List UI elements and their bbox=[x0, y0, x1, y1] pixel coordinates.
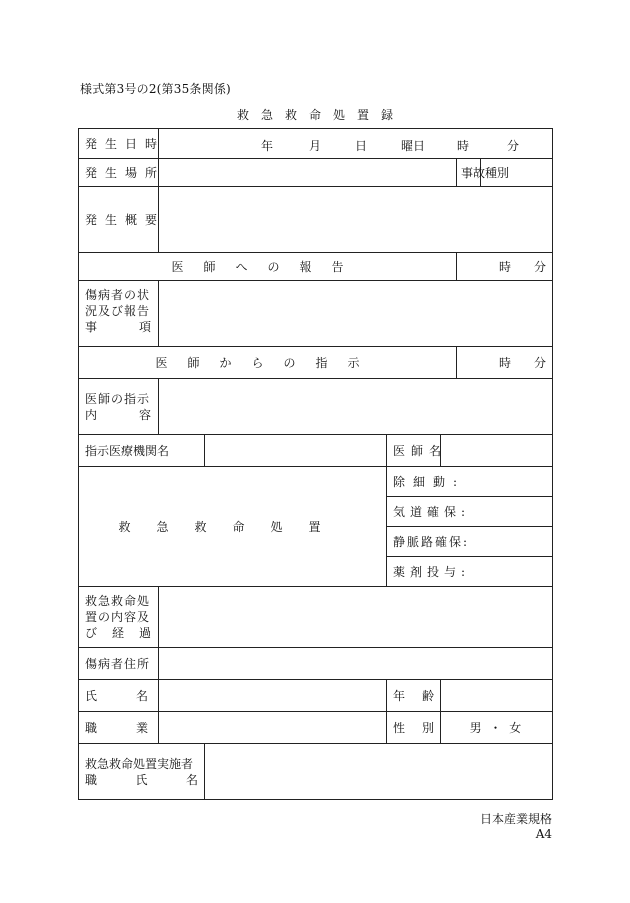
label-sex: 性 別 bbox=[387, 712, 441, 744]
field-treatment-details[interactable] bbox=[159, 587, 553, 648]
field-performer[interactable] bbox=[205, 744, 553, 800]
label-patient-address: 傷病者住所 bbox=[79, 648, 159, 680]
emergency-treatment-record-form bbox=[78, 128, 553, 800]
row-patient-status bbox=[79, 281, 553, 347]
row-report-to-doctor bbox=[79, 253, 553, 281]
row-patient-address bbox=[79, 648, 553, 680]
field-occupation[interactable] bbox=[159, 712, 387, 744]
label-occurrence-place: 発生場所 bbox=[79, 159, 159, 187]
field-occurrence-datetime[interactable] bbox=[159, 129, 553, 159]
label-airway: 気道確保: bbox=[393, 505, 471, 519]
field-drug-admin[interactable] bbox=[387, 557, 553, 587]
unit-day: 日 bbox=[355, 138, 368, 153]
instruction-content-line2: 内 容 bbox=[85, 407, 152, 422]
unit-instruction-hour: 時 bbox=[499, 356, 512, 370]
unit-month: 月 bbox=[309, 138, 322, 153]
label-performer: 救急救命処置実施者 職 氏 名 bbox=[79, 744, 205, 800]
label-name: 氏 名 bbox=[79, 680, 159, 712]
field-doctor-name[interactable] bbox=[441, 435, 553, 467]
unit-year: 年 bbox=[261, 138, 274, 153]
performer-line2: 職 氏 名 bbox=[85, 772, 198, 787]
label-occurrence-summary: 発生概要 bbox=[79, 187, 159, 253]
row-instructing-institution bbox=[79, 435, 553, 467]
row-occupation-sex bbox=[79, 712, 553, 744]
label-treatment-details: 救急救命処 置の内容及 び 経 過 bbox=[79, 587, 159, 648]
unit-hour: 時 bbox=[457, 138, 470, 153]
field-instructing-institution[interactable] bbox=[205, 435, 387, 467]
unit-weekday: 曜日 bbox=[401, 138, 426, 153]
label-iv-access: 静脈路確保: bbox=[393, 535, 470, 549]
unit-instruction-minute: 分 bbox=[533, 356, 546, 370]
label-patient-status: 傷病者の状 況及び報告 事 項 bbox=[79, 281, 159, 347]
field-age[interactable] bbox=[441, 680, 553, 712]
row-instruction-content bbox=[79, 379, 553, 435]
row-emergency-treatment-1 bbox=[79, 467, 553, 497]
unit-report-hour: 時 bbox=[499, 260, 512, 274]
field-occurrence-summary[interactable] bbox=[159, 187, 553, 253]
field-instruction-content[interactable] bbox=[159, 379, 553, 435]
row-occurrence-datetime bbox=[79, 129, 553, 159]
field-occurrence-place[interactable] bbox=[159, 159, 457, 187]
field-iv-access[interactable] bbox=[387, 527, 553, 557]
row-performer bbox=[79, 744, 553, 800]
label-accident-type: 事故種別 bbox=[457, 159, 481, 187]
treatment-details-line3: び 経 過 bbox=[85, 626, 152, 640]
form-number: 様式第3号の2(第35条関係) bbox=[80, 82, 231, 96]
label-report-to-doctor: 医師への報告 bbox=[79, 253, 457, 281]
row-occurrence-place bbox=[79, 159, 553, 187]
row-treatment-details bbox=[79, 587, 553, 648]
field-airway[interactable] bbox=[387, 497, 553, 527]
row-name-age bbox=[79, 680, 553, 712]
label-age: 年 齢 bbox=[387, 680, 441, 712]
row-instruction-from-doctor bbox=[79, 347, 553, 379]
unit-report-minute: 分 bbox=[533, 260, 546, 274]
label-defibrillation: 除細動: bbox=[393, 475, 466, 489]
field-instruction-time[interactable] bbox=[457, 347, 553, 379]
field-name[interactable] bbox=[159, 680, 387, 712]
page-title: 救急救命処置録 bbox=[236, 108, 405, 122]
label-occupation: 職 業 bbox=[79, 712, 159, 744]
label-emergency-treatment: 救急救命処置 bbox=[79, 467, 387, 587]
label-doctor-name: 医師名 bbox=[387, 435, 441, 467]
patient-status-line3: 事 項 bbox=[85, 320, 152, 334]
field-patient-address[interactable] bbox=[159, 648, 553, 680]
field-sex-options[interactable]: 男 ・ 女 bbox=[441, 712, 553, 744]
field-report-time[interactable] bbox=[457, 253, 553, 281]
label-instructing-institution: 指示医療機関名 bbox=[79, 435, 205, 467]
unit-minute: 分 bbox=[507, 138, 520, 153]
label-instruction-from-doctor: 医師からの指示 bbox=[79, 347, 457, 379]
label-instruction-content: 医師の指示 内 容 bbox=[79, 379, 159, 435]
field-defibrillation[interactable] bbox=[387, 467, 553, 497]
row-occurrence-summary bbox=[79, 187, 553, 253]
paper-size-note: 日本産業規格A4 bbox=[479, 812, 552, 841]
field-patient-status[interactable] bbox=[159, 281, 553, 347]
label-drug-admin: 薬剤投与: bbox=[393, 565, 471, 579]
label-occurrence-datetime: 発生日時 bbox=[79, 129, 159, 159]
